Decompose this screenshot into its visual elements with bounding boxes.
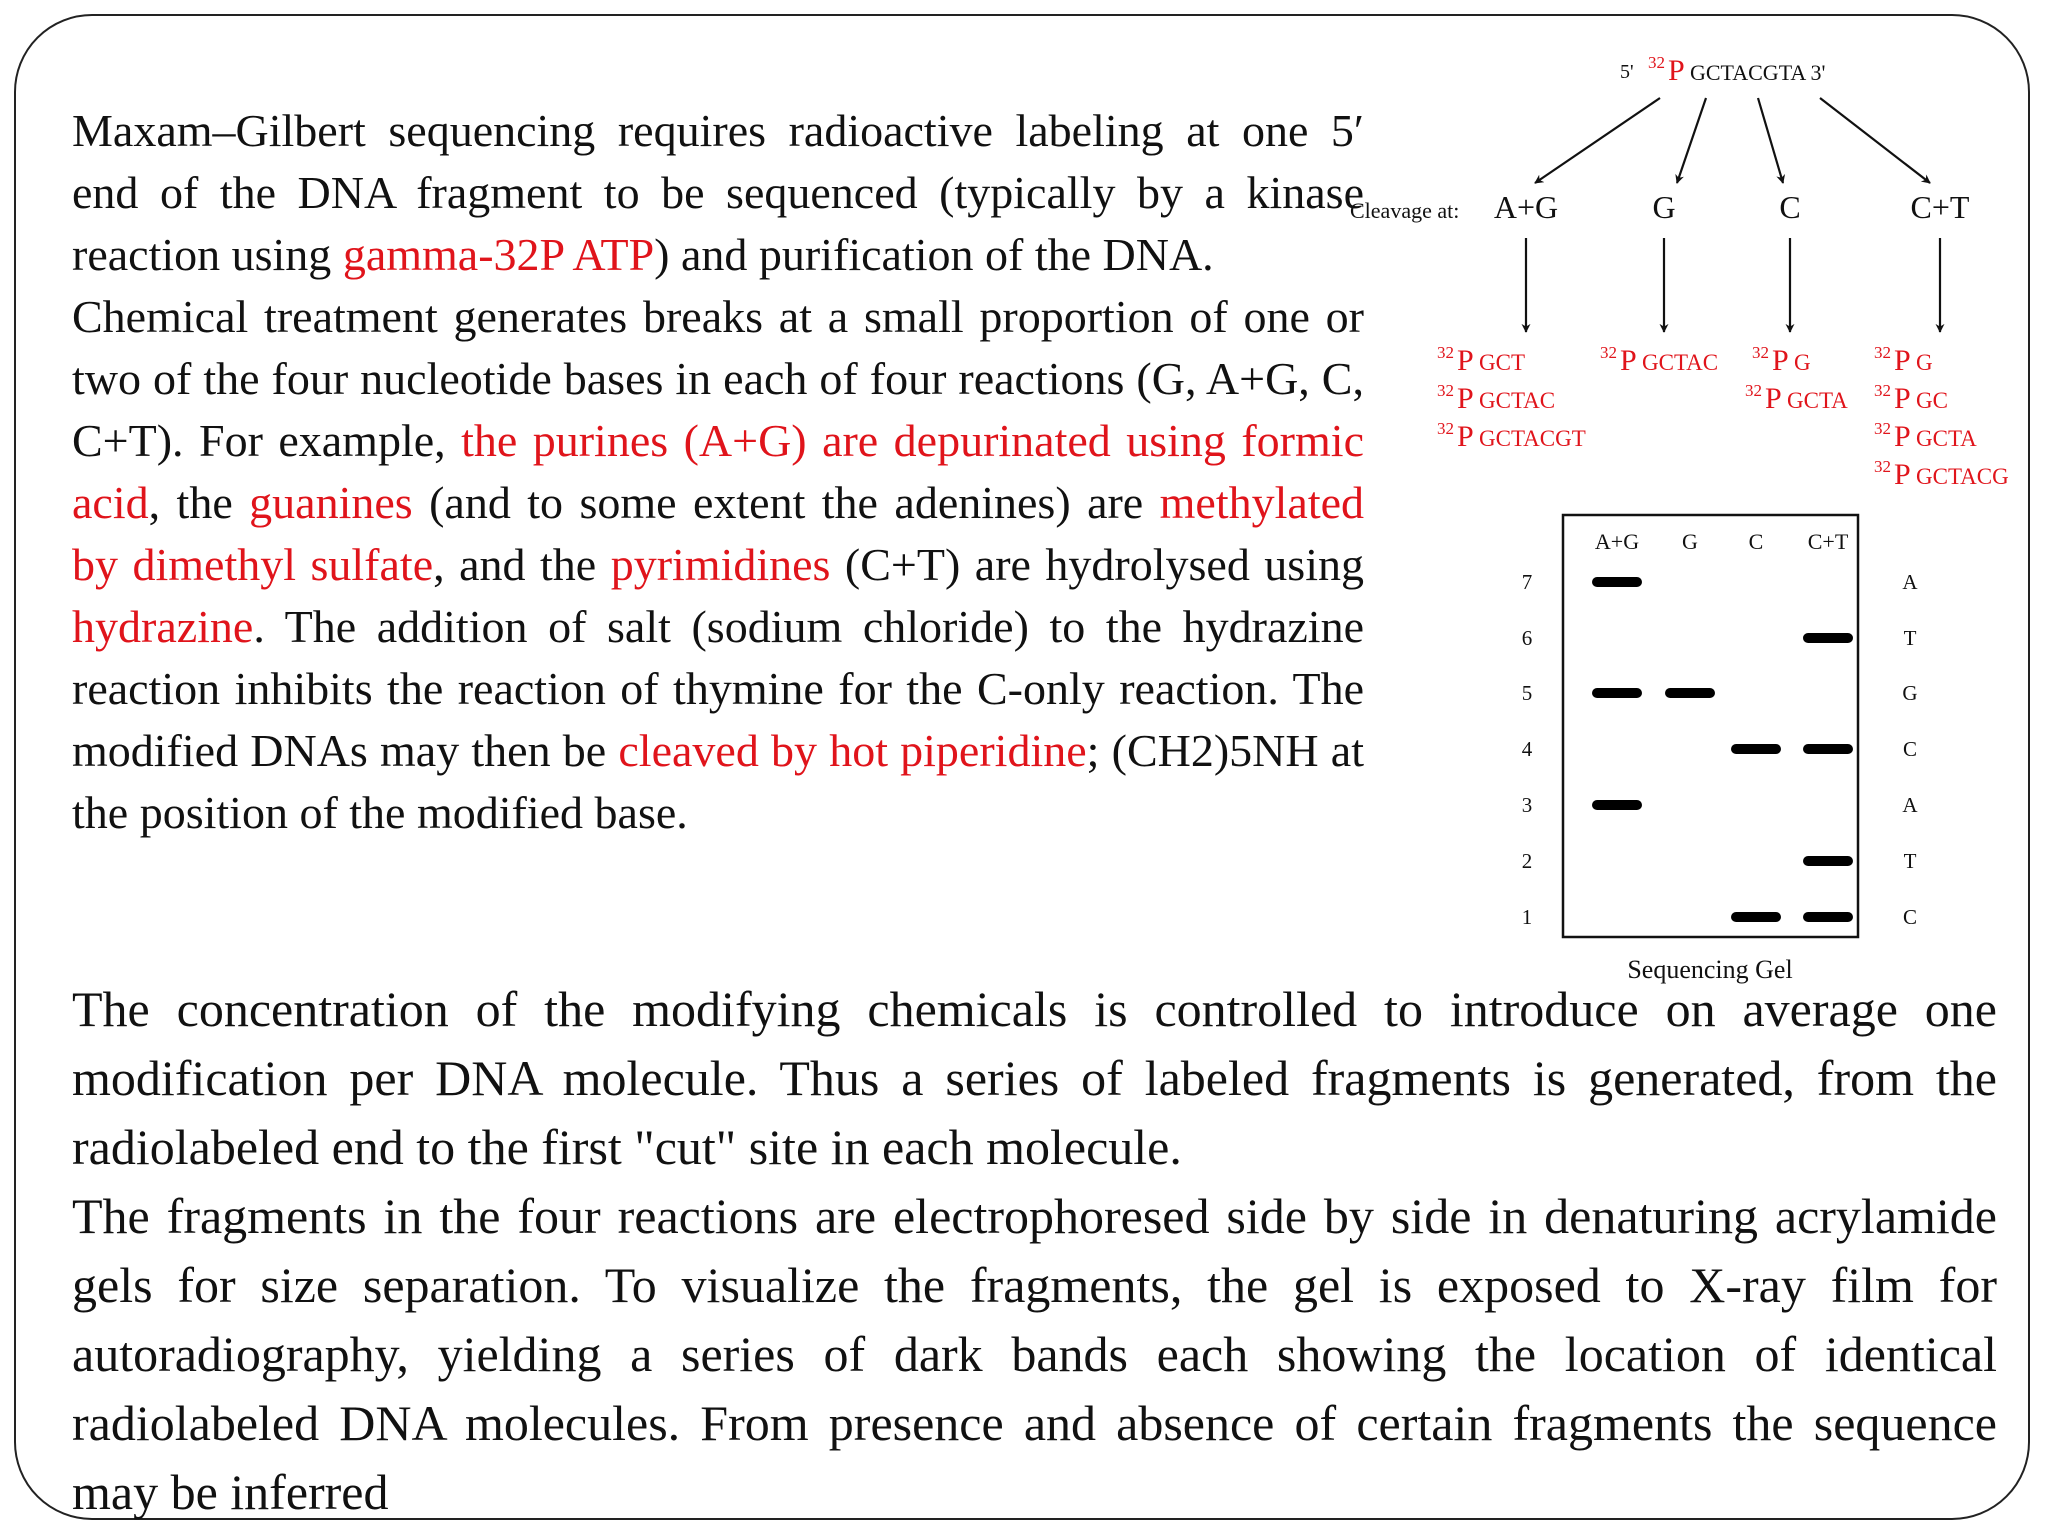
fragment-seq: GCTA <box>1916 426 1977 451</box>
fragment-p: P <box>1457 382 1474 415</box>
fragment-3-2 <box>1874 419 1977 453</box>
highlight-text: cleaved by hot piperidine <box>618 725 1087 776</box>
arrow-to-ag <box>1535 98 1660 183</box>
gel-band <box>1803 912 1853 922</box>
fragment-p: P <box>1894 420 1911 453</box>
fragment-3-1 <box>1874 381 1948 415</box>
fragment-3-3 <box>1874 457 2009 491</box>
fragment-lists <box>1437 343 2009 491</box>
arrow-to-g <box>1677 98 1706 183</box>
text-run: (and to some extent the adenines) are <box>412 477 1160 528</box>
down-arrows <box>1526 238 1940 332</box>
isotope-superscript: 32 <box>1648 53 1665 72</box>
fragment-1-0 <box>1600 343 1718 377</box>
fragment-0-2 <box>1437 419 1586 453</box>
gel-band <box>1803 633 1853 643</box>
gel-base-label-3: C <box>1902 737 1918 761</box>
gel-band <box>1803 856 1853 866</box>
fragment-isotope: 32 <box>1437 343 1454 362</box>
fragment-seq: GCTA <box>1787 388 1848 413</box>
fragment-2-0 <box>1752 343 1811 377</box>
gel-band <box>1665 688 1715 698</box>
fragment-2-1 <box>1745 381 1848 415</box>
fragment-p: P <box>1457 420 1474 453</box>
sequence-label: GCTACGTA 3' <box>1690 60 1826 85</box>
fragment-p: P <box>1894 344 1911 377</box>
gel-band <box>1731 744 1781 754</box>
arrow-to-ct <box>1820 98 1930 183</box>
fragment-p: P <box>1620 344 1637 377</box>
gel-base-label-2: G <box>1902 681 1918 705</box>
text-run: (C+T) are hydrolysed using <box>830 539 1364 590</box>
fragment-isotope: 32 <box>1752 343 1769 362</box>
fragment-seq: G <box>1916 350 1933 375</box>
reaction-label-1: G <box>1652 189 1676 225</box>
gel-band <box>1592 800 1642 810</box>
paragraph-concentration: The concentration of the modifying chemicals is controlled to introduce on average one modification per DNA molecule. Thus a series of labeled fragments is generated, from the radiolabeled end to the first "cut" site in each molecule. <box>72 981 1997 1175</box>
reaction-label-2: C <box>1779 189 1801 225</box>
text-run: ) and purification of the DNA. <box>654 229 1214 280</box>
fragment-3-0 <box>1874 343 1933 377</box>
text-run: , the <box>148 477 250 528</box>
fragment-p: P <box>1765 382 1782 415</box>
fragment-p: P <box>1894 458 1911 491</box>
text-run: Maxam–Gilbert sequencing requires radioactive labeling at one 5′ end of the DNA fragment to be sequenced (typically by a kinase reaction using <box>72 105 1364 280</box>
arrow-to-c <box>1758 98 1783 183</box>
fragment-isotope: 32 <box>1874 343 1891 362</box>
fragment-p: P <box>1894 382 1911 415</box>
gel-base-label-5: T <box>1903 849 1917 873</box>
gel-band <box>1731 912 1781 922</box>
gel-caption: Sequencing Gel <box>1627 955 1793 984</box>
gel-lane-label-0: A+G <box>1594 529 1640 554</box>
sequencing-gel <box>1522 515 1919 984</box>
split-arrows <box>1535 98 1930 183</box>
gel-base-label-1: T <box>1903 626 1917 650</box>
gel-base-labels <box>1902 570 1918 929</box>
fragment-p: P <box>1772 344 1789 377</box>
gel-base-label-0: A <box>1902 570 1918 594</box>
fragment-seq: GC <box>1916 388 1948 413</box>
fragment-isotope: 32 <box>1437 419 1454 438</box>
fragment-0-0 <box>1437 343 1525 377</box>
fragment-isotope: 32 <box>1874 381 1891 400</box>
highlight-text: the purines (A+G) are depurinated using formic acid <box>72 415 1364 528</box>
gel-lane-label-2: C <box>1748 529 1764 554</box>
paragraph-electrophoresis: The fragments in the four reactions are electrophoresed side by side in denaturing acrylamide gels for size separation. To visualize the fragments, the gel is exposed to X-ray film for autoradiography, yielding a series of dark bands each showing the location of identical radiolabeled DNA molecules. From presence and absence of certain fragments the sequence may be inferred <box>72 1188 1997 1520</box>
fragment-seq: G <box>1794 350 1811 375</box>
fragment-isotope: 32 <box>1745 381 1762 400</box>
fragment-isotope: 32 <box>1437 381 1454 400</box>
reaction-label-3: C+T <box>1910 189 1970 225</box>
text-run: , and the <box>433 539 611 590</box>
text-run: ; (CH2)5NH at the position of the modified base. <box>72 725 1364 838</box>
fragment-seq: GCTAC <box>1479 388 1556 413</box>
fragment-seq: GCT <box>1479 350 1525 375</box>
gel-row-numbers <box>1522 570 1533 929</box>
five-prime-label: 5' <box>1620 61 1634 83</box>
top-strand-label <box>1620 53 1826 87</box>
gel-band <box>1592 577 1642 587</box>
text-run: . The addition of salt (sodium chloride) to the hydrazine reaction inhibits the reaction of thymine for the C-only reaction. The modified DNAs may then be <box>72 601 1364 776</box>
gel-row-number-4: 4 <box>1521 737 1533 761</box>
highlight-text: pyrimidines <box>610 539 831 590</box>
highlight-text: hydrazine <box>72 601 254 652</box>
reaction-label-0: A+G <box>1493 189 1559 225</box>
fragment-seq: GCTAC <box>1642 350 1719 375</box>
gel-base-label-4: A <box>1902 793 1918 817</box>
phosphorus-label: P <box>1668 54 1685 87</box>
fragment-seq: GCTACGT <box>1479 426 1586 451</box>
highlight-text: guanines <box>249 477 413 528</box>
gel-band <box>1592 688 1642 698</box>
gel-band <box>1803 744 1853 754</box>
gel-row-number-6: 6 <box>1521 626 1533 650</box>
fragment-isotope: 32 <box>1874 457 1891 476</box>
gel-base-label-6: C <box>1902 905 1918 929</box>
gel-row-number-2: 2 <box>1521 849 1533 873</box>
highlight-text: gamma-32P ATP <box>342 229 655 280</box>
fragment-isotope: 32 <box>1874 419 1891 438</box>
gel-row-number-1: 1 <box>1521 905 1533 929</box>
gel-lane-label-3: C+T <box>1807 529 1849 554</box>
fragment-p: P <box>1457 344 1474 377</box>
reaction-labels <box>1494 189 1970 225</box>
gel-row-number-3: 3 <box>1521 793 1533 817</box>
gel-row-number-7: 7 <box>1521 570 1533 594</box>
fragment-0-1 <box>1437 381 1555 415</box>
text-run: Chemical treatment generates breaks at a small proportion of one or two of the four nucleotide bases in each of four reactions (G, A+G, C, C+T). For example, <box>72 291 1364 466</box>
gel-lane-label-1: G <box>1682 529 1698 554</box>
cleavage-label: Cleavage at: <box>1350 198 1460 223</box>
gel-row-number-5: 5 <box>1521 681 1533 705</box>
fragment-seq: GCTACG <box>1916 464 2009 489</box>
fragment-isotope: 32 <box>1600 343 1617 362</box>
highlight-text: methylated by dimethyl sulfate <box>72 477 1365 590</box>
